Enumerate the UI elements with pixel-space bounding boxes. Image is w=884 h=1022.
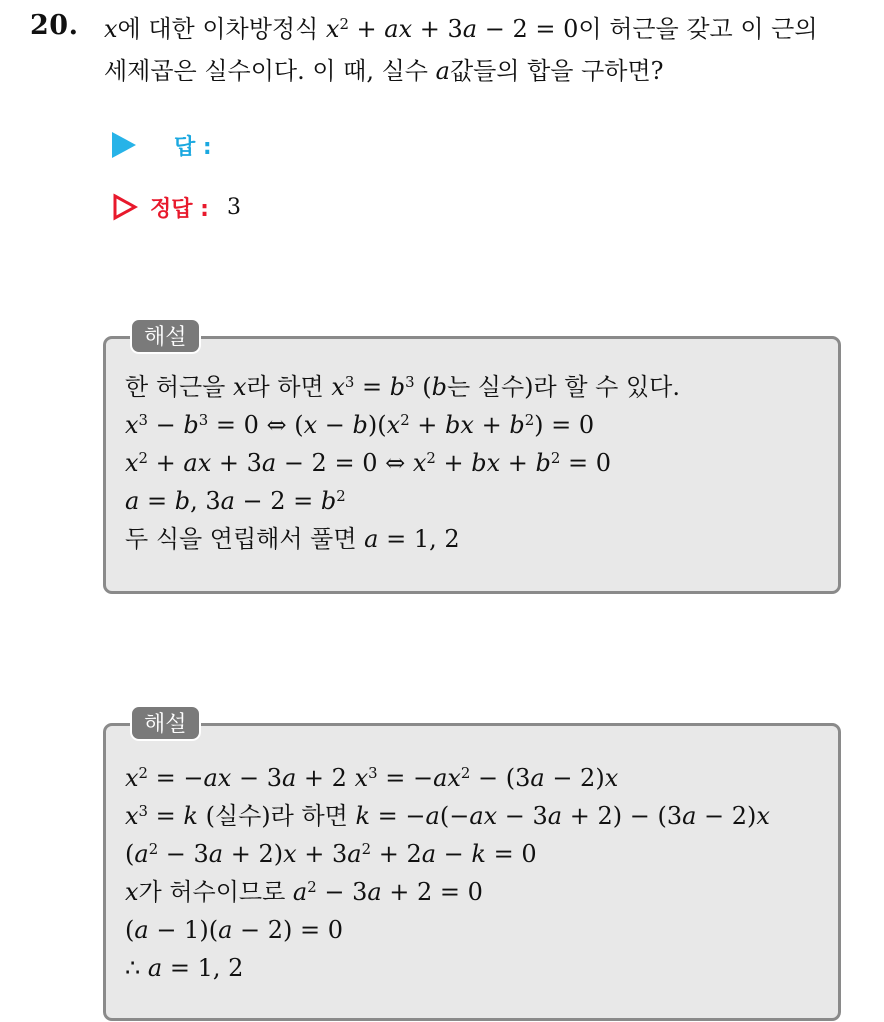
answer-label: 답 : bbox=[174, 134, 212, 160]
math-segment: bx bbox=[471, 449, 501, 477]
math-segment: bx bbox=[445, 411, 474, 439]
math-segment: b bbox=[509, 411, 525, 439]
math-segment: = − bbox=[370, 802, 426, 830]
math-segment: ( bbox=[414, 373, 432, 401]
math-segment: a bbox=[547, 802, 563, 830]
math-segment: a bbox=[134, 916, 149, 944]
math-segment: ( bbox=[125, 916, 135, 944]
math-segment: b bbox=[320, 487, 337, 515]
solution-line bbox=[125, 949, 770, 987]
math-segment: k bbox=[471, 840, 486, 868]
math-segment: a bbox=[134, 840, 149, 868]
math-segment: x bbox=[412, 449, 427, 477]
math-segment: 한 허근을 bbox=[125, 373, 233, 401]
solution-line bbox=[125, 835, 770, 873]
solution-1-lines bbox=[125, 368, 680, 558]
solution-tag-1: 해설 bbox=[130, 318, 201, 354]
math-segment: + 2 bbox=[296, 764, 355, 792]
math-segment: − 3 bbox=[231, 764, 282, 792]
math-segment: + 2) bbox=[223, 840, 284, 868]
math-segment: a bbox=[147, 954, 163, 982]
solution-line bbox=[125, 520, 680, 558]
math-segment: b bbox=[352, 411, 368, 439]
math-segment: 2 bbox=[426, 448, 436, 467]
math-segment: − 2) = 0 bbox=[232, 916, 344, 944]
math-segment: x bbox=[125, 764, 139, 792]
math-segment: + bbox=[473, 411, 510, 439]
math-segment: (실수)라 하면 bbox=[197, 802, 356, 830]
math-segment: ax bbox=[183, 449, 212, 477]
correct-answer-row bbox=[112, 190, 241, 224]
math-segment: + 3 bbox=[211, 449, 262, 477]
math-segment: b bbox=[535, 449, 551, 477]
math-segment: = 0 bbox=[485, 840, 537, 868]
math-segment: x bbox=[756, 802, 770, 830]
solution-line bbox=[125, 759, 770, 797]
math-segment: 2 bbox=[400, 410, 410, 429]
math-segment: = − bbox=[377, 764, 434, 792]
math-segment: 2 bbox=[138, 448, 149, 467]
solution-line bbox=[125, 797, 770, 835]
math-segment: a bbox=[208, 840, 224, 868]
math-segment: x bbox=[233, 373, 247, 401]
math-segment: a bbox=[261, 449, 277, 477]
math-segment: 3 bbox=[198, 410, 209, 429]
math-segment: = bbox=[354, 373, 390, 401]
math-segment: 2 bbox=[524, 410, 535, 429]
math-segment: x bbox=[354, 764, 369, 792]
math-segment: x bbox=[125, 411, 139, 439]
math-segment: a bbox=[220, 487, 235, 515]
math-segment: k bbox=[183, 802, 198, 830]
math-segment: , 3 bbox=[190, 487, 221, 515]
math-segment: − 3 bbox=[158, 840, 209, 868]
play-triangle-icon bbox=[112, 132, 136, 158]
math-segment: x bbox=[283, 840, 297, 868]
math-segment: 가 허수이므로 bbox=[138, 878, 293, 906]
math-segment: 는 실수)라 할 수 있다. bbox=[446, 373, 680, 401]
math-segment: a bbox=[347, 840, 362, 868]
math-segment: (− bbox=[439, 802, 470, 830]
math-segment: + bbox=[500, 449, 536, 477]
math-segment: = 1, 2 bbox=[162, 954, 244, 982]
math-segment: a bbox=[425, 802, 440, 830]
math-segment: )( bbox=[367, 411, 387, 439]
math-segment: 라 하면 bbox=[246, 373, 332, 401]
math-segment: a bbox=[367, 878, 382, 906]
math-segment: ) = 0 bbox=[534, 411, 595, 439]
math-segment: + 2 = 0 bbox=[381, 878, 483, 906]
math-segment: = 1, 2 bbox=[378, 525, 460, 553]
math-segment: − bbox=[148, 411, 184, 439]
math-segment: − 2) bbox=[544, 764, 605, 792]
math-segment: b bbox=[431, 373, 447, 401]
solution-line bbox=[125, 911, 770, 949]
math-segment: − 3 bbox=[497, 802, 548, 830]
question-line-1: x에 대한 이차방정식 $x^2$ + ax + 3a − 2 = 0이 허근을 갖고 이 근의 bbox=[104, 14, 818, 43]
math-segment: 2 bbox=[550, 448, 561, 467]
math-segment: a bbox=[530, 764, 545, 792]
math-segment: ( bbox=[125, 840, 135, 868]
math-segment: ax bbox=[433, 764, 461, 792]
math-segment: x bbox=[303, 411, 318, 439]
math-segment: + bbox=[409, 411, 446, 439]
math-segment: 2 bbox=[307, 877, 317, 896]
solution-line bbox=[125, 873, 770, 911]
math-segment: 2 bbox=[138, 763, 149, 782]
solution-line bbox=[125, 406, 680, 444]
solution-line bbox=[125, 482, 680, 520]
outline-triangle-icon bbox=[112, 193, 138, 221]
math-segment: x bbox=[125, 802, 139, 830]
math-segment: = − bbox=[148, 764, 204, 792]
math-segment: − 2) bbox=[696, 802, 757, 830]
math-segment: b bbox=[183, 411, 199, 439]
question-number: 20. bbox=[30, 10, 79, 41]
math-segment: + 2 bbox=[371, 840, 422, 868]
math-segment: a bbox=[218, 916, 233, 944]
math-segment: a bbox=[364, 525, 379, 553]
math-segment: + 2) − (3 bbox=[562, 802, 683, 830]
math-segment: k bbox=[355, 802, 371, 830]
math-segment: + 3 bbox=[296, 840, 348, 868]
math-segment: 3 bbox=[138, 801, 149, 820]
math-segment: − 2 = 0 ⇔ bbox=[276, 449, 413, 477]
solution-line bbox=[125, 368, 680, 406]
question-line-2: 세제곱은 실수이다. 이 때, 실수 a값들의 합을 구하면? bbox=[104, 57, 664, 85]
math-segment: x bbox=[331, 373, 345, 401]
math-segment: ax bbox=[203, 764, 232, 792]
math-segment: + bbox=[435, 449, 472, 477]
math-segment: 2 bbox=[361, 839, 372, 858]
math-segment: a bbox=[292, 878, 308, 906]
math-segment: = 0 ⇔ ( bbox=[208, 411, 304, 439]
math-segment: 3 bbox=[405, 372, 415, 391]
correct-answer-label: 정답 : bbox=[150, 196, 209, 222]
math-segment: − 1)( bbox=[148, 916, 219, 944]
math-segment: − (3 bbox=[470, 764, 531, 792]
math-segment: x bbox=[125, 878, 139, 906]
math-segment: b bbox=[174, 487, 191, 515]
math-segment: a bbox=[281, 764, 297, 792]
math-segment: a bbox=[682, 802, 697, 830]
math-segment: b bbox=[389, 373, 406, 401]
math-segment: 2 bbox=[460, 763, 471, 782]
math-segment: x bbox=[386, 411, 401, 439]
math-segment: − bbox=[436, 840, 472, 868]
math-segment: = 0 bbox=[560, 449, 611, 477]
math-segment: 두 식을 연립해서 풀면 bbox=[125, 525, 365, 553]
solution-line bbox=[125, 444, 680, 482]
math-segment: ∴ bbox=[125, 954, 148, 982]
math-segment: + bbox=[148, 449, 184, 477]
math-segment: a bbox=[125, 487, 140, 515]
math-segment: − bbox=[317, 411, 353, 439]
math-segment: = bbox=[139, 487, 175, 515]
correct-answer-value: 3 bbox=[226, 194, 241, 220]
math-segment: 2 bbox=[336, 486, 346, 505]
math-segment: 3 bbox=[138, 410, 149, 429]
solution-tag-2: 해설 bbox=[130, 705, 201, 741]
math-segment: a bbox=[421, 840, 437, 868]
math-segment: x bbox=[125, 449, 139, 477]
solution-2-lines bbox=[125, 759, 770, 987]
math-segment: ax bbox=[469, 802, 498, 830]
math-segment: x bbox=[604, 764, 619, 792]
answer-row bbox=[112, 128, 212, 162]
math-segment: = bbox=[148, 802, 184, 830]
math-segment: 3 bbox=[344, 372, 355, 391]
math-segment: 2 bbox=[148, 839, 159, 858]
math-segment: − 2 = bbox=[234, 487, 321, 515]
math-segment: 3 bbox=[368, 763, 378, 782]
math-segment: − 3 bbox=[316, 878, 368, 906]
